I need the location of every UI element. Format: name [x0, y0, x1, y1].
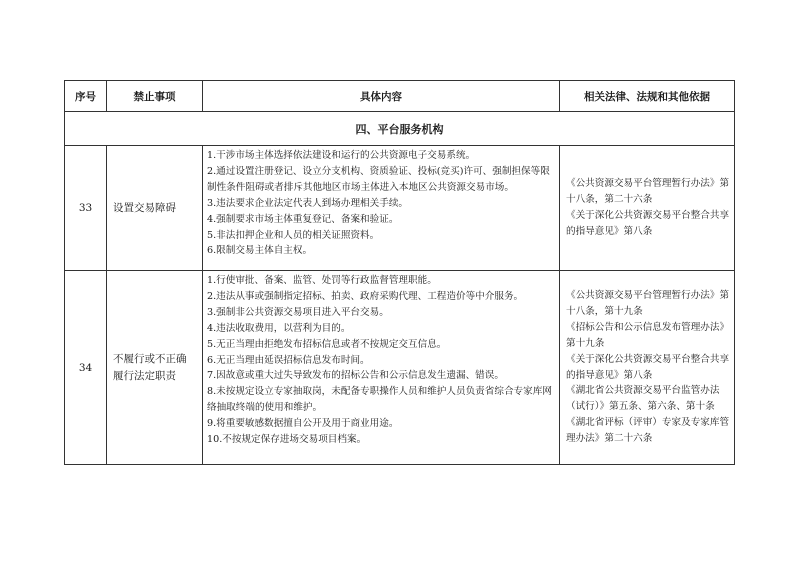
- content-line: 10.不按规定保存进场交易项目档案。: [207, 434, 367, 446]
- basis-line: 《关于深化公共资源交易平台整合共享的指导意见》第八条: [566, 353, 730, 381]
- content-line: 1.干涉市场主体选择依法建设和运行的公共资源电子交易系统。: [207, 150, 476, 161]
- content-line: 9.将重要敏感数据擅自公开及用于商业用途。: [207, 418, 399, 430]
- content-line: 3.违法要求企业法定代表人到场办理相关手续。: [207, 197, 409, 209]
- content-line: 4.强制要求市场主体重复登记、备案和验证。: [207, 213, 399, 225]
- content-line: 4.违法收取费用，以营利为目的。: [207, 322, 351, 334]
- content-line: 2.通过设置注册登记、设立分支机构、资质验证、投标(竞买)许可、强制担保等限制性条件阻碍或者排斥其他地区市场主体进入本地区公共资源交易市场。: [207, 165, 550, 193]
- content-line: 5.无正当理由拒绝发布招标信息或者不按规定交互信息。: [207, 338, 447, 350]
- basis-line: 《关于深化公共资源交易平台整合共享的指导意见》第八条: [566, 210, 730, 237]
- basis-line: 《招标公告和公示信息发布管理办法》第十九条: [566, 321, 730, 349]
- section-row: [65, 112, 735, 146]
- content-line: 7.因故意或重大过失导致发布的招标公告和公示信息发生遗漏、错误。: [207, 370, 504, 382]
- row-item: 不履行或不正确履行法定职责: [107, 271, 203, 465]
- basis-line: 《湖北省公共资源交易平台监管办法（试行）》第五条、第六条、第十条: [566, 385, 720, 413]
- content-line: 1.行使审批、备案、监管、处罚等行政监督管理职能。: [207, 275, 437, 286]
- row-basis: [560, 146, 735, 271]
- content-line: 8.未按规定设立专家抽取岗，未配备专职操作人员和维护人员负责省综合专家库网络抽取终端的使用和维护。: [207, 386, 552, 414]
- content-line: 5.非法扣押企业和人员的相关证照资料。: [207, 229, 380, 241]
- basis-line: 《公共资源交易平台管理暂行办法》第十八条，第二十六条: [566, 178, 730, 206]
- row-basis: [560, 271, 735, 465]
- table-row: [65, 271, 735, 465]
- header-item: 禁止事项: [107, 81, 203, 112]
- table-header-row: [65, 81, 735, 112]
- header-no: 序号: [65, 81, 107, 112]
- header-content: 具体内容: [203, 81, 560, 112]
- content-line: 6.无正当理由延误招标信息发布时间。: [207, 354, 370, 366]
- row-number: 34: [65, 271, 107, 465]
- row-content: [203, 146, 560, 271]
- table-row: [65, 146, 735, 271]
- content-line: 6.限制交易主体自主权。: [207, 245, 313, 257]
- basis-line: 《公共资源交易平台管理暂行办法》第十八条，第十九条: [566, 289, 730, 317]
- row-item: 设置交易障碍: [107, 146, 203, 271]
- row-content: [203, 271, 560, 465]
- header-basis: 相关法律、法规和其他依据: [560, 81, 735, 112]
- row-number: 33: [65, 146, 107, 271]
- section-title: 四、平台服务机构: [65, 112, 735, 146]
- content-line: 2.违法从事或强制指定招标、拍卖、政府采购代理、工程造价等中介服务。: [207, 290, 524, 302]
- prohibition-table: [64, 80, 735, 465]
- basis-line: 《湖北省评标（评审）专家及专家库管理办法》第二十六条: [566, 417, 730, 445]
- content-line: 3.强制非公共资源交易项目进入平台交易。: [207, 306, 389, 318]
